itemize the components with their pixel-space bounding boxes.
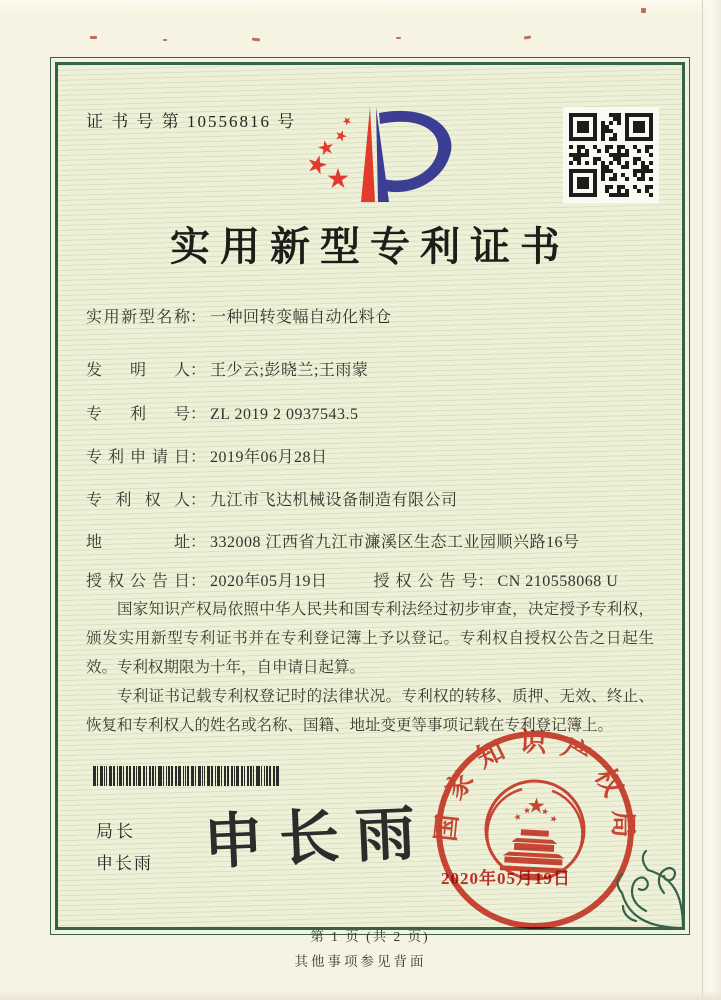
ink-fleck — [90, 36, 97, 39]
barcode-icon — [93, 766, 283, 786]
commissioner-signature: 申长雨 — [201, 800, 433, 876]
field-row-utility-name — [86, 304, 661, 327]
field-row-patent-no — [86, 401, 661, 424]
certificate-title: 实用新型专利证书 — [170, 224, 570, 269]
qr-code-icon — [563, 107, 659, 203]
field-value: 九江市飞达机械设备制造有限公司 — [210, 492, 458, 509]
field-value: 王少云;彭晓兰;王雨蒙 — [210, 362, 369, 379]
certificate-body — [55, 62, 685, 944]
colon: ： — [190, 406, 207, 423]
field-row-patentee — [86, 487, 661, 510]
field-label: 发明人 — [86, 362, 190, 379]
scan-edge-bottom — [0, 990, 721, 1000]
colon: ： — [190, 309, 207, 326]
field-row-grant — [86, 568, 661, 591]
ink-fleck — [641, 8, 646, 13]
ink-fleck — [163, 39, 167, 41]
colon: ： — [190, 362, 207, 379]
field-label: 实用新型名称 — [86, 309, 190, 326]
commissioner-title: 局长 — [96, 822, 136, 841]
colon: ： — [190, 449, 207, 466]
ink-fleck — [252, 37, 260, 41]
field-label: 授权公告号 — [373, 573, 478, 590]
legal-text — [86, 595, 654, 740]
field-row-inventor — [86, 357, 661, 380]
seal-date: 2020年05月19日 — [441, 869, 571, 888]
back-side-note: 其他事项参见背面 — [294, 954, 427, 969]
field-label: 专利申请日 — [86, 449, 190, 466]
field-value: 332008 江西省九江市濂溪区生态工业园顺兴路16号 — [210, 534, 580, 551]
certificate-frame — [50, 57, 690, 944]
certificate-number: 证 书 号 第 10556816 号 — [86, 112, 297, 131]
field-label: 地址 — [86, 534, 190, 551]
colon: ： — [190, 573, 207, 590]
field-value: ZL 2019 2 0937543.5 — [210, 406, 359, 423]
commissioner-name: 申长雨 — [96, 854, 153, 873]
paragraph: 国家知识产权局依照中华人民共和国专利法经过初步审查，决定授予专利权，颁发实用新型专利证书并在专利登记簿上予以登记。专利权自授权公告之日起生效。专利权期限为十年，自申请日起算。 — [86, 601, 654, 676]
scan-edge-top — [0, 0, 721, 14]
field-value: 2020年05月19日 — [210, 573, 328, 590]
paragraph: 专利证书记载专利权登记时的法律状况。专利权的转移、质押、无效、终止、恢复和专利权人的姓名或名称、国籍、地址变更等事项记载在专利登记簿上。 — [86, 688, 654, 734]
colon: ： — [190, 492, 207, 509]
ink-fleck — [524, 35, 531, 39]
field-value: CN 210558068 U — [497, 573, 619, 590]
field-label: 专利号 — [86, 406, 190, 423]
field-row-address — [86, 529, 661, 552]
scan-edge-right — [702, 0, 721, 1000]
page-number: 第 1 页 (共 2 页) — [310, 929, 430, 944]
field-label: 专利权人 — [86, 492, 190, 509]
ink-fleck — [396, 37, 401, 39]
corner-flourish-icon — [586, 831, 686, 931]
cnipa-logo-icon — [282, 103, 462, 208]
field-value: 2019年06月28日 — [210, 449, 328, 466]
field-label: 授权公告日 — [86, 573, 190, 590]
seal-arc-text: 国家知识产权局 — [430, 726, 639, 851]
field-row-filing-date — [86, 444, 661, 467]
field-value: 一种回转变幅自动化料仓 — [210, 309, 392, 326]
colon: ： — [477, 573, 494, 590]
colon: ： — [190, 534, 207, 551]
